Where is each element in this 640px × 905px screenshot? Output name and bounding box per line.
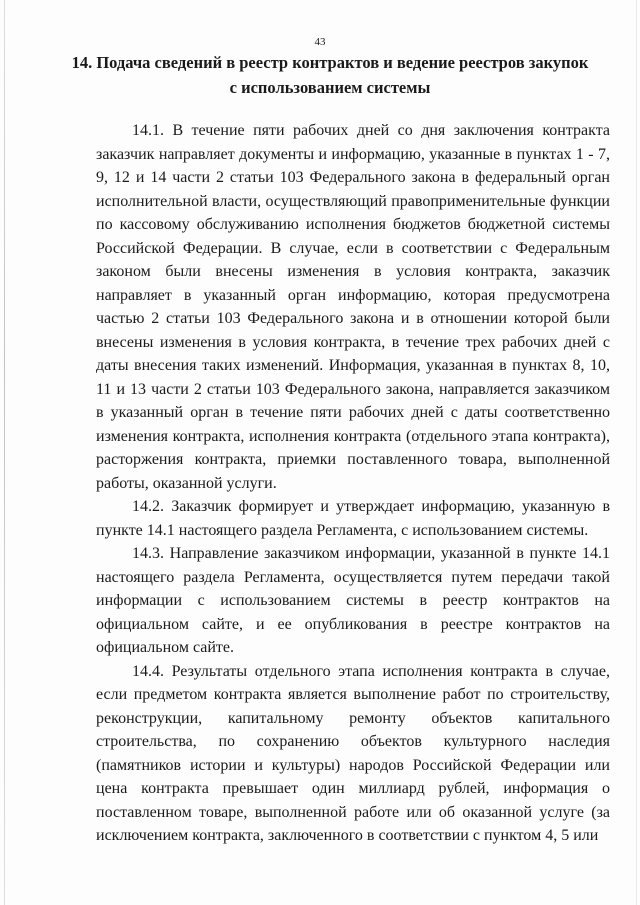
- section-title: [50, 50, 610, 100]
- paragraph-14-3: 14.3. Направление заказчиком информации, указанной в пункте 14.1 настоящего раздела Регламента, осуществляется путем передачи такой информации с использованием системы в реестр контрактов на официальном сайте, и ее опубликования в реестре контрактов на официальном сайте.: [96, 545, 610, 656]
- paragraph-14-4: 14.4. Результаты отдельного этапа исполнения контракта в случае, если предметом контракта является выполнение работ по строительству, реконструкции, капитальному ремонту объектов капитального строительства, по сохранению объектов культурного наследия (памятников истории и культуры) народов Российской Федерации или цена контракта превышает один миллиард рублей, информация о поставленном товаре, выполненной работе или об оказанной услуге (за исключением контракта, заключенного в соответствии с пунктом 4, 5 или: [96, 662, 610, 844]
- scan-edge-right: [636, 0, 637, 905]
- section-body: [96, 119, 610, 848]
- paragraph-14-1: 14.1. В течение пяти рабочих дней со дня заключения контракта заказчик направляет документы и информацию, указанные в пунктах 1 - 7, 9, 12 и 14 части 2 статьи 103 Федерального закона в федеральный орган исполнительной власти, осуществляющий правоприменительные функции по кассовому обслуживанию исполнения бюджетов бюджетной системы Российской Федерации. В случае, если в соответствии с Федеральным законом были внесены изменения в условия контракта, заказчик направляет в указанный орган информацию, которая предусмотрена частью 2 статьи 103 Федерального закона и в отношении которой были внесены изменения в условия контракта, в течение трех рабочих дней с даты внесения таких изменений. Информация, указанная в пунктах 8, 10, 11 и 13 части 2 статьи 103 Федерального закона, направляется заказчиком в указанный орган в течение пяти рабочих дней с даты соответственно изменения контракта, исполнения контракта (отдельного этапа контракта), расторжения контракта, приемки поставленного товара, выполненной работы, оказанной услуги.: [96, 122, 610, 492]
- scan-edge-left: [4, 0, 5, 905]
- page-number: 43: [314, 36, 326, 48]
- section-title-line-1: 14. Подача сведений в реестр контрактов и ведение реестров закупок: [71, 53, 589, 72]
- section-title-line-2: с использованием системы: [229, 78, 431, 97]
- paragraph-14-2: 14.2. Заказчик формирует и утверждает информацию, указанную в пункте 14.1 настоящего раздела Регламента, с использованием системы.: [96, 498, 610, 539]
